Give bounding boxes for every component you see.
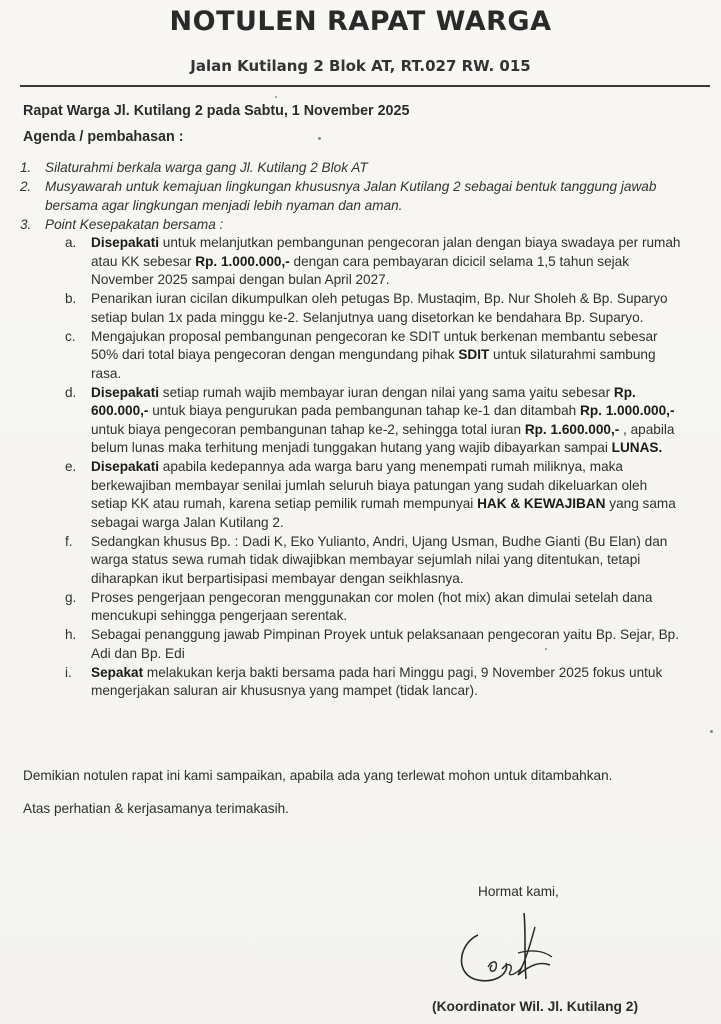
point-letter: f. — [65, 533, 73, 549]
agenda-text: Musyawarah untuk kemajuan lingkungan khususnya Jalan Kutilang 2 sebagai bentuk tanggung jawab bersama agar lingkungan menjadi lebih nyaman dan aman. — [45, 179, 657, 213]
agenda-item — [20, 158, 710, 177]
header-rule — [20, 85, 710, 87]
point-letter: b. — [65, 291, 77, 306]
agenda-text: Point Kesepakatan bersama : — [45, 217, 224, 232]
point-text-segment: untuk silaturahmi sambung rasa. — [91, 347, 656, 381]
point-letter: i. — [65, 664, 72, 680]
scan-speck — [318, 137, 321, 140]
point-text-segment: Mengajukan proposal pembangunan pengecoran ke SDIT untuk berkenan membantu sebesar 50% dari total biaya pengecoran dengan mengundang pihak — [91, 328, 658, 362]
point-emphasis: SDIT — [458, 347, 490, 362]
document-title: NOTULEN RAPAT WARGA — [169, 6, 552, 37]
point-letter: e. — [65, 459, 77, 474]
agreement-point — [65, 290, 683, 327]
point-text-segment: melakukan kerja bakti bersama pada hari Minggu pagi, 9 November 2025 fokus untuk mengerjakan saluran air khususnya yang mampet (tidak lancar). — [91, 664, 663, 698]
handwritten-signature — [440, 905, 580, 1000]
point-text-segment: yang sama sebagai warga Jalan Kutilang 2. — [91, 496, 676, 530]
scan-speck — [710, 730, 713, 733]
point-text — [91, 385, 674, 456]
agreement-point — [65, 234, 683, 290]
agenda-item — [20, 177, 710, 215]
point-text-segment: Proses pengerjaan pengecoran menggunakan cor molen (hot mix) akan dimulai setelah dana mencukupi sehingga pengerjaan serentak. — [91, 589, 653, 623]
agreement-point — [65, 589, 683, 626]
point-text — [91, 329, 658, 381]
agreement-point — [65, 384, 683, 458]
point-emphasis: LUNAS. — [611, 440, 663, 455]
agenda-number: 1. — [20, 160, 32, 175]
point-text — [91, 291, 668, 325]
agenda-text: Silaturahmi berkala warga gang Jl. Kutilang 2 Blok AT — [45, 160, 368, 175]
meeting-line: Rapat Warga Jl. Kutilang 2 pada Sabtu, 1 November 2025 — [23, 103, 410, 119]
point-text-segment: , apabila belum lunas maka terhitung menjadi tunggakan hutang yang wajib dibayarkan sampai — [91, 421, 675, 455]
agenda-number: 3. — [20, 217, 32, 232]
point-text — [91, 665, 662, 699]
agreement-point — [65, 533, 683, 589]
point-text-segment: dengan cara pembayaran dicicil selama 1,5 tahun sejak November 2025 sampai dengan bulan April 2027. — [91, 253, 630, 287]
scan-speck — [545, 648, 547, 650]
agenda-item — [20, 215, 710, 234]
closing-statement: Demikian notulen rapat ini kami sampaikan, apabila ada yang terlewat mohon untuk ditambahkan. — [23, 768, 613, 783]
point-letter: h. — [65, 627, 77, 642]
document-address: Jalan Kutilang 2 Blok AT, RT.027 RW. 015 — [190, 57, 531, 75]
agenda-number: 2. — [20, 179, 32, 194]
point-text — [91, 235, 680, 287]
point-text-segment: untuk biaya pengurukan pada pembangunan tahap ke-1 dan ditambah — [148, 403, 581, 418]
agreement-point — [65, 664, 683, 701]
point-text-segment: Penarikan iuran cicilan dikumpulkan oleh petugas Bp. Mustaqim, Bp. Nur Sholeh & Bp. Suparyo setiap bulan 1x pada minggu ke-2. Selanjutnya uang disetorkan ke bendahara Bp. Suparyo. — [91, 291, 668, 325]
scan-speck — [275, 96, 277, 98]
point-text-segment: Sebagai penanggung jawab Pimpinan Proyek untuk pelaksanaan pengecoran yaitu Bp. Sejar, Bp. Adi dan Bp. Edi — [91, 627, 679, 661]
point-text-segment: setiap rumah wajib membayar iuran dengan nilai yang sama yaitu sebesar — [159, 384, 614, 400]
point-text — [91, 627, 679, 661]
signature-name: (Koordinator Wil. Jl. Kutilang 2) — [432, 999, 639, 1014]
closing-thanks: Atas perhatian & kerjasamanya terimakasih. — [23, 801, 289, 816]
agenda-list — [20, 158, 710, 234]
point-emphasis: Disepakati — [91, 384, 160, 400]
point-emphasis: Disepakati — [91, 235, 160, 250]
point-emphasis: HAK & KEWAJIBAN — [477, 496, 606, 511]
point-text-segment: Sedangkan khusus Bp. : Dadi K, Eko Yulianto, Andri, Ujang Usman, Budhe Gianti (Bu Elan) dan warga status sewa rumah tidak diwajibkan membayar sejumlah nilai yang ditentukan, tetapi diharapkan ikut berpartisipasi membayar dengan seikhlasnya. — [91, 533, 668, 586]
point-emphasis: Rp. 1.000.000,- — [580, 403, 675, 418]
point-text-segment: untuk biaya pengecoran pembangunan tahap ke-2, sehingga total iuran — [91, 421, 525, 437]
point-text — [91, 459, 676, 530]
point-letter: a. — [65, 235, 77, 250]
point-text-segment: apabila kedepannya ada warga baru yang menempati rumah miliknya, maka berkewajiban membayar senilai jumlah seluruh biaya patungan yang sudah dikeluarkan oleh setiap KK atau rumah, karena setiap pemilik rumah mempunyai — [91, 459, 648, 511]
agenda-heading: Agenda / pembahasan : — [23, 129, 184, 145]
agreement-point — [65, 458, 683, 532]
point-emphasis: Disepakati — [91, 459, 160, 474]
point-emphasis: Rp. 1.600.000,- — [524, 421, 620, 437]
agreement-point — [65, 626, 683, 663]
point-letter: d. — [65, 384, 77, 400]
agreement-points-list — [65, 234, 683, 701]
point-text — [91, 534, 667, 586]
point-emphasis: Rp. 1.000.000,- — [195, 253, 290, 269]
signature-greeting: Hormat kami, — [478, 884, 559, 899]
point-emphasis: Sepakat — [91, 664, 144, 680]
point-letter: g. — [65, 589, 77, 605]
point-text-segment: untuk melanjutkan pembangunan pengecoran jalan dengan biaya swadaya per rumah atau KK sebesar — [91, 235, 681, 269]
point-emphasis: Rp. 600.000,- — [91, 384, 636, 418]
point-letter: c. — [65, 328, 76, 344]
point-text — [91, 590, 652, 624]
agreement-point — [65, 328, 683, 384]
